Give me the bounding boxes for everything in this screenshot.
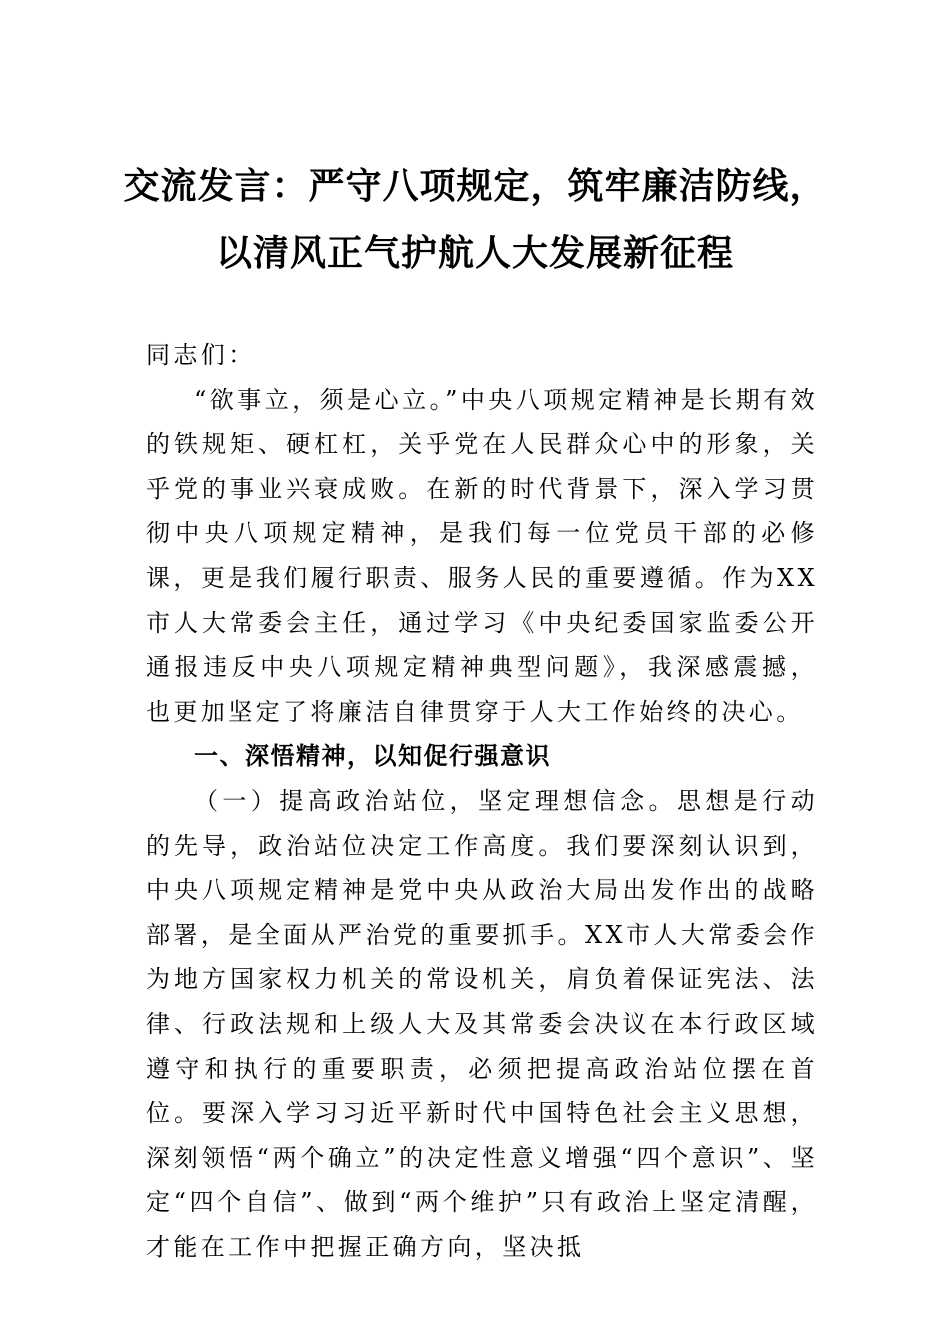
section-heading-1: 一、深悟精神，以知促行强意识 (194, 742, 551, 771)
salutation: 同志们： (146, 341, 256, 369)
paragraph-political-stance: （一）提高政治站位，坚定理想信念。思想是行动的先导，政治站位决定工作高度。我们要深刻认识到，中央八项规定精神是党中央从政治大局出发作出的战略部署，是全面从严治党的重要抓手。XX市人大常委会作为地方国家权力机关的常设机关，肩负着保证宪法、法律、行政法规和上级人大及其常委会决议在本行政区域遵守和执行的重要职责，必须把提高政治站位摆在首位。要深入学习习近平新时代中国特色社会主义思想，深刻领悟“两个确立”的决定性意义增强“四个意识”、坚定“四个自信”、做到“两个维护”只有政治上坚定清醒，才能在工作中把握正确方向，坚决抵 (146, 786, 818, 1261)
document-title-line-1: 交流发言：严守八项规定，筑牢廉洁防线， (123, 165, 827, 207)
document-body (146, 333, 818, 1269)
paragraph-intro: “欲事立，须是心立。”中央八项规定精神是长期有效的铁规矩、硬杠杠，关乎党在人民群众心中的形象，关乎党的事业兴衰成败。在新的时代背景下，深入学习贯彻中央八项规定精神，是我们每一位党员干部的必修课，更是我们履行职责、服务人民的重要遵循。作为XX市人大常委会主任，通过学习《中央纪委国家监委公开通报违反中央八项规定精神典型问题》，我深感震撼，也更加坚定了将廉洁自律贯穿于人大工作始终的决心。 (146, 385, 818, 726)
document-title-line-2: 以清风正气护航人大发展新征程 (215, 232, 734, 274)
